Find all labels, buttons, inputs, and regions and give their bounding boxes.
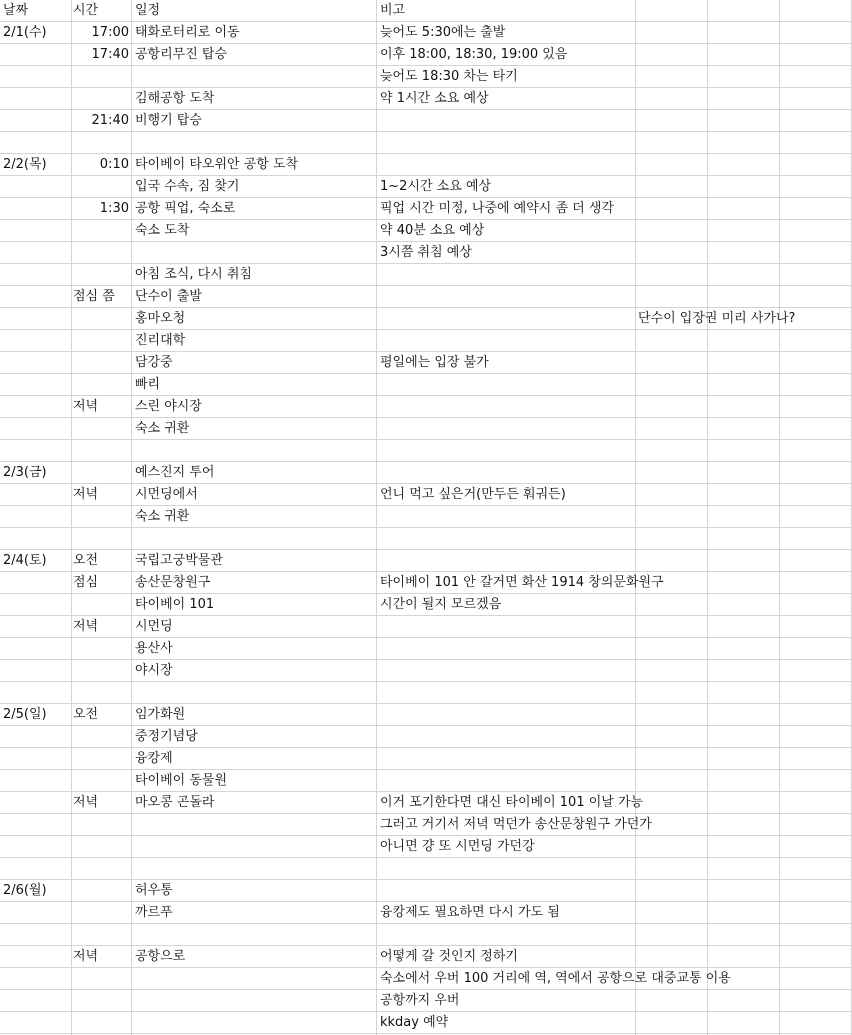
time-cell[interactable]: [73, 308, 129, 329]
table-row: [0, 726, 852, 748]
note-cell[interactable]: 3시쯤 취침 예상: [380, 245, 472, 260]
note-cell[interactable]: 시간이 될지 모르겠음: [380, 597, 502, 612]
time-cell[interactable]: 오전: [73, 553, 99, 568]
date-cell[interactable]: 2/5(일): [3, 707, 47, 722]
time-cell[interactable]: [73, 374, 129, 395]
table-row: [0, 374, 852, 396]
table-row: [0, 352, 852, 374]
note-cell[interactable]: 약 40분 소요 예상: [380, 223, 485, 238]
table-row: [0, 418, 852, 440]
time-cell[interactable]: 1:30: [99, 201, 129, 216]
time-cell[interactable]: [73, 132, 129, 153]
header-cell-date[interactable]: 날짜: [3, 3, 29, 18]
table-row: [0, 880, 852, 902]
schedule-cell[interactable]: 김해공항 도착: [135, 91, 215, 106]
schedule-cell[interactable]: 중정기념당: [135, 729, 198, 744]
table-row: [0, 638, 852, 660]
schedule-cell[interactable]: 공항 픽업, 숙소로: [135, 201, 236, 216]
table-row: [0, 110, 852, 132]
time-cell[interactable]: [73, 638, 129, 659]
header-cell-time[interactable]: 시간: [73, 3, 99, 18]
time-cell[interactable]: [73, 462, 129, 483]
table-row: [0, 858, 852, 880]
time-cell[interactable]: [73, 88, 129, 109]
date-cell[interactable]: 2/3(금): [3, 465, 47, 480]
time-cell[interactable]: [73, 726, 129, 747]
table-row: [0, 440, 852, 462]
table-row: [0, 682, 852, 704]
schedule-cell[interactable]: 홍마오청: [135, 311, 186, 326]
note-cell[interactable]: 1~2시간 소요 예상: [380, 179, 492, 194]
schedule-cell[interactable]: 아침 조식, 다시 취침: [135, 267, 252, 282]
schedule-cell[interactable]: 스린 야시장: [135, 399, 202, 414]
time-cell[interactable]: [73, 1012, 129, 1033]
note-cell[interactable]: 약 1시간 소요 예상: [380, 91, 489, 106]
note-cell[interactable]: 평일에는 입장 불가: [380, 355, 489, 370]
table-row: [0, 946, 852, 968]
schedule-cell[interactable]: 진리대학: [135, 333, 186, 348]
note-cell[interactable]: 늦어도 5:30에는 출발: [380, 25, 506, 40]
table-row: [0, 66, 852, 88]
table-row: [0, 154, 852, 176]
schedule-cell[interactable]: 비행기 탑승: [135, 113, 202, 128]
schedule-cell[interactable]: 담강중: [135, 355, 173, 370]
table-row: [0, 176, 852, 198]
header-row: [0, 0, 852, 22]
time-cell[interactable]: [73, 264, 129, 285]
table-row: [0, 22, 852, 44]
time-cell[interactable]: [73, 902, 129, 923]
date-cell[interactable]: 2/6(월): [3, 883, 47, 898]
time-cell[interactable]: [73, 440, 129, 461]
note-cell[interactable]: 타이베이 101 안 갈거면 화산 1914 창의문화원구: [380, 575, 664, 590]
table-row: [0, 594, 852, 616]
schedule-cell[interactable]: 공항으로: [135, 949, 186, 964]
note-cell[interactable]: 융캉제도 필요하면 다시 가도 됨: [380, 905, 560, 920]
date-cell[interactable]: 2/2(목): [3, 157, 47, 172]
schedule-cell[interactable]: 용산사: [135, 641, 173, 656]
note-cell[interactable]: 늦어도 18:30 차는 타기: [380, 69, 518, 84]
note-cell[interactable]: 이후 18:00, 18:30, 19:00 있음: [380, 47, 568, 62]
time-cell[interactable]: [73, 418, 129, 439]
schedule-cell[interactable]: 타이베이 동물원: [135, 773, 228, 788]
time-cell[interactable]: [73, 528, 129, 549]
schedule-cell[interactable]: 숙소 귀환: [135, 509, 190, 524]
table-row: [0, 902, 852, 924]
time-cell[interactable]: [73, 858, 129, 879]
schedule-cell[interactable]: 타이베이 타오위안 공항 도착: [135, 157, 299, 172]
table-row: [0, 88, 852, 110]
schedule-cell[interactable]: 임가화원: [135, 707, 186, 722]
time-cell[interactable]: [73, 242, 129, 263]
table-row: [0, 308, 852, 330]
time-cell[interactable]: [73, 660, 129, 681]
schedule-cell[interactable]: 허우통: [135, 883, 173, 898]
schedule-cell[interactable]: 입국 수속, 짐 찾기: [135, 179, 240, 194]
table-row: [0, 770, 852, 792]
date-cell[interactable]: 2/4(토): [3, 553, 47, 568]
schedule-cell[interactable]: 빠리: [135, 377, 161, 392]
table-row: [0, 748, 852, 770]
time-cell[interactable]: [73, 506, 129, 527]
table-row: [0, 990, 852, 1012]
note-cell[interactable]: 언니 먹고 싶은거(만두든 훠궈든): [380, 487, 566, 502]
time-cell[interactable]: [73, 990, 129, 1011]
time-cell[interactable]: [73, 594, 129, 615]
table-row: [0, 462, 852, 484]
note-cell[interactable]: 공항까지 우버: [380, 993, 460, 1008]
table-row: [0, 968, 852, 990]
schedule-cell[interactable]: 예스진지 투어: [135, 465, 215, 480]
table-row: [0, 264, 852, 286]
time-cell[interactable]: 저녁: [73, 399, 99, 414]
table-row: [0, 704, 852, 726]
time-cell[interactable]: 저녁: [73, 619, 99, 634]
time-cell[interactable]: [73, 176, 129, 197]
header-cell-schedule[interactable]: 일정: [135, 3, 161, 18]
schedule-cell[interactable]: 마오콩 곤돌라: [135, 795, 215, 810]
schedule-cell[interactable]: 송산문창원구: [135, 575, 211, 590]
note-cell[interactable]: 아니면 걍 또 시먼딩 가던강: [380, 839, 535, 854]
table-row: [0, 814, 852, 836]
table-row: [0, 924, 852, 946]
schedule-cell[interactable]: 시먼딩: [135, 619, 173, 634]
time-cell[interactable]: 17:00: [91, 25, 129, 40]
time-cell[interactable]: 저녁: [73, 795, 99, 810]
table-row: [0, 506, 852, 528]
time-cell[interactable]: 오전: [73, 707, 99, 722]
time-cell[interactable]: 점심: [73, 575, 99, 590]
schedule-cell[interactable]: 단수이 출발: [135, 289, 202, 304]
table-row: [0, 792, 852, 814]
schedule-cell[interactable]: 숙소 귀환: [135, 421, 190, 436]
schedule-cell[interactable]: 시먼딩에서: [135, 487, 198, 502]
time-cell[interactable]: [73, 682, 129, 703]
table-row: [0, 550, 852, 572]
table-row: [0, 836, 852, 858]
note-cell[interactable]: 어떻게 갈 것인지 정하기: [380, 949, 518, 964]
time-cell[interactable]: [73, 352, 129, 373]
table-row: [0, 528, 852, 550]
schedule-cell[interactable]: 국립고궁박물관: [135, 553, 223, 568]
note-cell[interactable]: 숙소에서 우버 100 거리에 역, 역에서 공항으로 대중교통 이용: [380, 971, 731, 986]
date-cell[interactable]: 2/1(수): [3, 25, 47, 40]
note-cell[interactable]: 그러고 거기서 저녁 먹던가 송산문창원구 가던가: [380, 817, 652, 832]
time-cell[interactable]: 0:10: [99, 157, 129, 172]
table-row: [0, 330, 852, 352]
time-cell[interactable]: 저녁: [73, 949, 99, 964]
table-row: [0, 220, 852, 242]
schedule-cell[interactable]: 야시장: [135, 663, 173, 678]
time-cell[interactable]: [73, 330, 129, 351]
table-row: [0, 616, 852, 638]
time-cell[interactable]: [73, 770, 129, 791]
table-row: [0, 1012, 852, 1034]
schedule-cell[interactable]: 태화로터리로 이동: [135, 25, 240, 40]
note-cell[interactable]: 픽업 시간 미정, 나중에 예약시 좀 더 생각: [380, 201, 614, 216]
extra-cell[interactable]: 단수이 입장권 미리 사가나?: [638, 311, 796, 326]
time-cell[interactable]: 점심 쯤: [73, 289, 115, 304]
time-cell[interactable]: [73, 924, 129, 945]
note-cell[interactable]: kkday 예약: [380, 1015, 449, 1030]
time-cell[interactable]: 17:40: [91, 47, 129, 62]
schedule-cell[interactable]: 융캉제: [135, 751, 173, 766]
table-row: [0, 396, 852, 418]
schedule-cell[interactable]: 타이베이 101: [135, 597, 215, 612]
time-cell[interactable]: [73, 836, 129, 857]
time-cell[interactable]: [73, 968, 129, 989]
table-row: [0, 286, 852, 308]
time-cell[interactable]: [73, 220, 129, 241]
time-cell[interactable]: 21:40: [91, 113, 129, 128]
schedule-cell[interactable]: 숙소 도착: [135, 223, 190, 238]
time-cell[interactable]: [73, 748, 129, 769]
table-row: [0, 572, 852, 594]
table-row: [0, 242, 852, 264]
table-row: [0, 660, 852, 682]
time-cell[interactable]: [73, 66, 129, 87]
time-cell[interactable]: 저녁: [73, 487, 99, 502]
time-cell[interactable]: [73, 880, 129, 901]
note-cell[interactable]: 이거 포기한다면 대신 타이베이 101 이날 가능: [380, 795, 644, 810]
time-cell[interactable]: [73, 814, 129, 835]
table-row: [0, 132, 852, 154]
header-cell-note[interactable]: 비고: [380, 3, 406, 18]
schedule-cell[interactable]: 공항리무진 탑승: [135, 47, 228, 62]
table-row: [0, 198, 852, 220]
table-row: [0, 484, 852, 506]
schedule-cell[interactable]: 까르푸: [135, 905, 173, 920]
table-row: [0, 44, 852, 66]
